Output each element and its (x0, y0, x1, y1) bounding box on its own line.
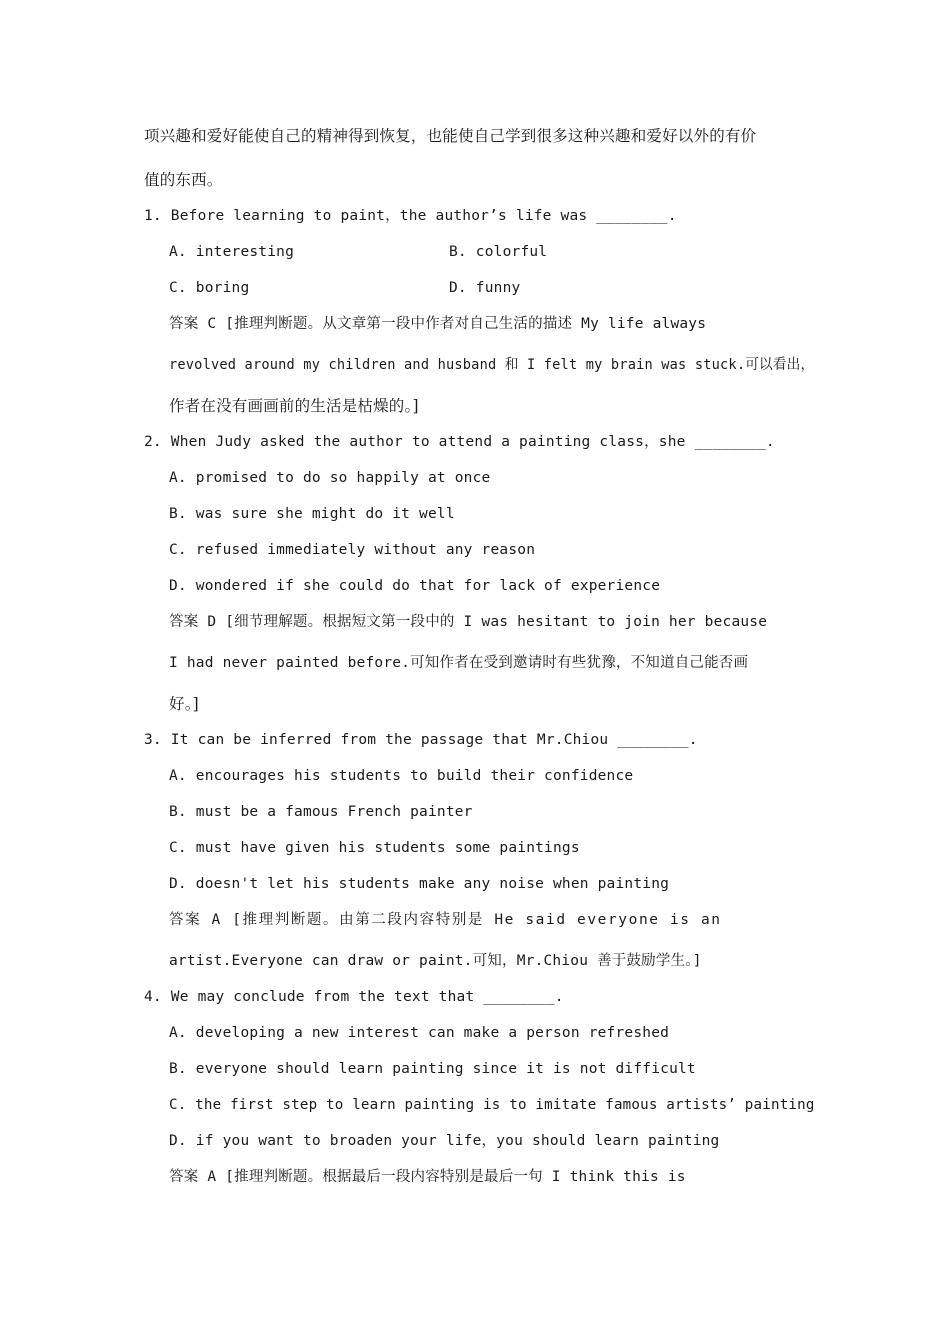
question-4-option-d: D. if you want to broaden your life，you should learn painting (169, 1133, 720, 1149)
question-1-answer-line-2: revolved around my children and husband 和 I felt my brain was stuck.可以看出， (169, 357, 815, 373)
question-2-option-a: A. promised to do so happily at once (169, 470, 491, 486)
question-1-answer-line-3: 作者在没有画画前的生活是枯燥的。] (169, 397, 419, 415)
question-4-option-b: B. everyone should learn painting since it is not difficult (169, 1061, 696, 1077)
question-3-answer-line-2: artist.Everyone can draw or paint.可知，Mr.Chiou 善于鼓励学生。] (169, 953, 702, 969)
question-1-answer-line-1: 答案 C [推理判断题。从文章第一段中作者对自己生活的描述 My life always (169, 316, 707, 332)
question-3-option-b: B. must be a famous French painter (169, 804, 473, 820)
intro-line-2: 值的东西。 (144, 171, 223, 189)
question-4-option-a: A. developing a new interest can make a person refreshed (169, 1025, 670, 1041)
question-2-answer-line-2: I had never painted before.可知作者在受到邀请时有些犹豫，不知道自己能否画 (169, 655, 749, 671)
question-3-option-a: A. encourages his students to build their confidence (169, 768, 634, 784)
question-3-option-c: C. must have given his students some paintings (169, 840, 580, 856)
intro-line-1: 项兴趣和爱好能使自己的精神得到恢复，也能使自己学到很多这种兴趣和爱好以外的有价 (144, 127, 757, 145)
question-1-option-c: C. boring (169, 280, 250, 296)
question-1-option-d: D. funny (449, 280, 521, 296)
question-3-answer-line-1: 答案 A [推理判断题。由第二段内容特别是 He said everyone is an (169, 912, 722, 928)
question-1-option-b: B. colorful (449, 244, 548, 260)
question-1-stem: 1. Before learning to paint，the author’s life was ________. (144, 208, 677, 224)
question-2-answer-line-3: 好。] (169, 695, 199, 713)
question-2-option-d: D. wondered if she could do that for lack of experience (169, 578, 661, 594)
question-3-option-d: D. doesn't let his students make any noise when painting (169, 876, 670, 892)
question-3-stem: 3. It can be inferred from the passage that Mr.Chiou ________. (144, 732, 698, 748)
question-2-option-b: B. was sure she might do it well (169, 506, 455, 522)
question-2-stem: 2. When Judy asked the author to attend a painting class，she ________. (144, 434, 775, 450)
question-4-option-c: C. the first step to learn painting is to imitate famous artists’ painting (169, 1097, 815, 1113)
question-4-stem: 4. We may conclude from the text that ________. (144, 989, 564, 1005)
question-2-answer-line-1: 答案 D [细节理解题。根据短文第一段中的 I was hesitant to join her because (169, 614, 768, 630)
question-2-option-c: C. refused immediately without any reason (169, 542, 536, 558)
question-4-answer-line-1: 答案 A [推理判断题。根据最后一段内容特别是最后一句 I think this is (169, 1169, 686, 1185)
question-1-option-a: A. interesting (169, 244, 295, 260)
